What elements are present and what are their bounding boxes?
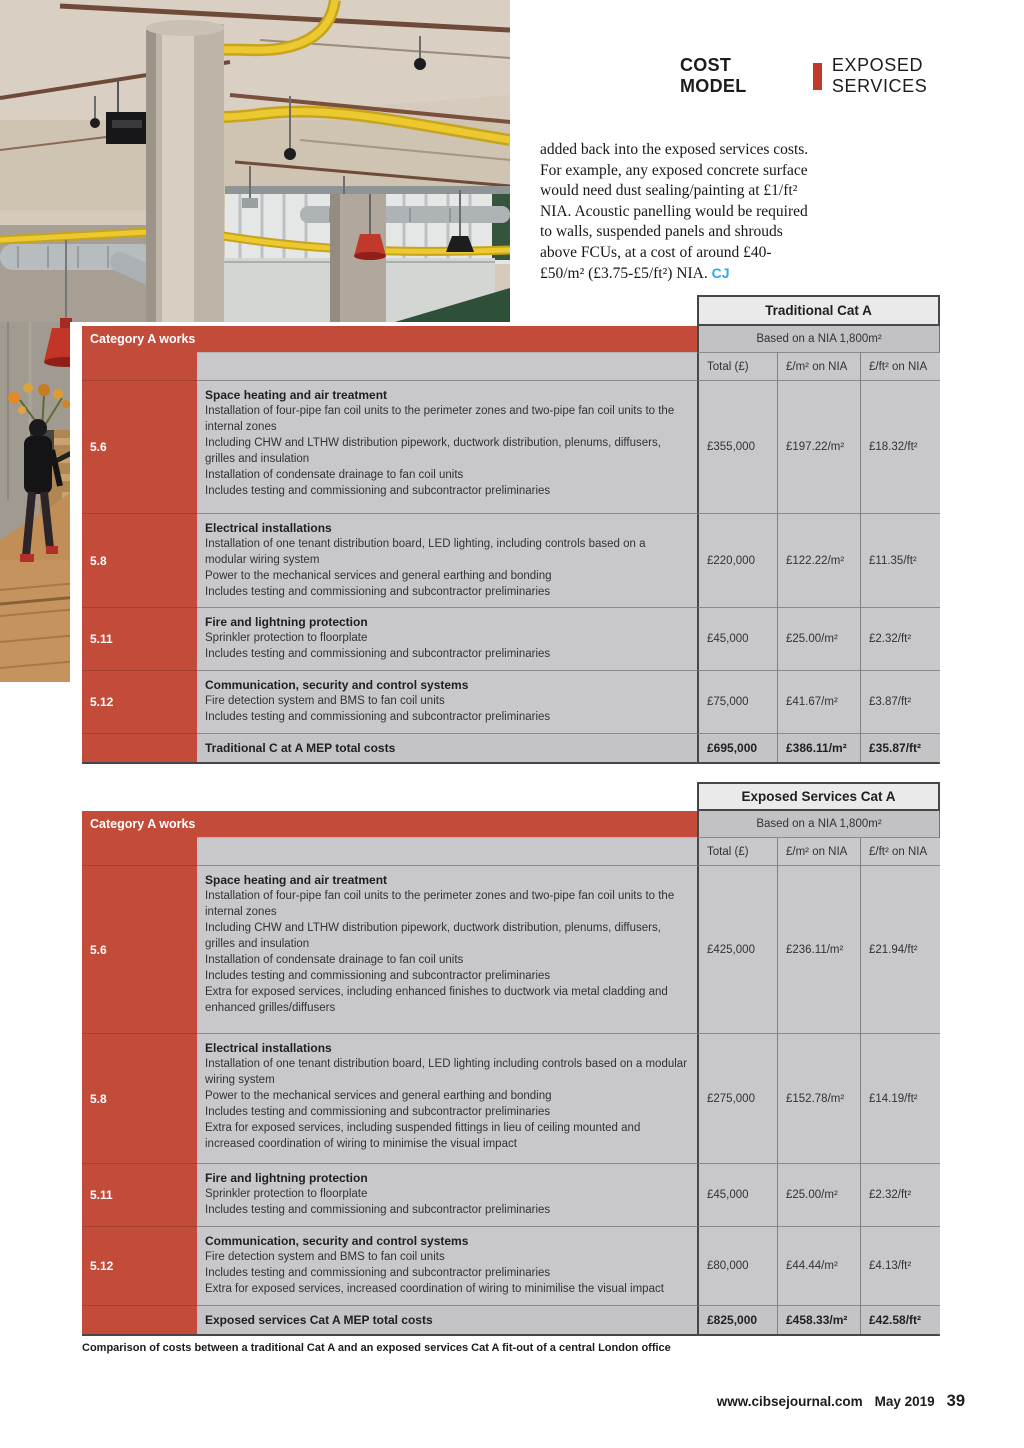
row-description [197, 513, 697, 607]
description-line: Power to the mechanical services and general earthing and bonding [205, 570, 552, 582]
total-row-label: Traditional C at A MEP total costs [197, 733, 697, 762]
table-title: Exposed Services Cat A [697, 782, 940, 811]
row-per-ft2: £11.35/ft² [860, 513, 940, 607]
description-line: Installation of four-pipe fan coil units to the perimeter zones and two-pipe fan coil units to the internal zones [205, 890, 675, 918]
row-total: £45,000 [697, 1163, 777, 1226]
description-line: Including CHW and LTHW distribution pipework, ductwork distribution, plenums, diffusers, grilles and insulation [205, 922, 661, 950]
row-total: £45,000 [697, 607, 777, 670]
row-ref: 5.6 [82, 380, 197, 513]
row-heading: Communication, security and control systems [205, 1234, 469, 1248]
page-number: 39 [946, 1392, 965, 1410]
row-total: £220,000 [697, 513, 777, 607]
row-total: £80,000 [697, 1226, 777, 1305]
total-row-label: Exposed services Cat A MEP total costs [197, 1305, 697, 1334]
total-row-ref [82, 733, 197, 762]
row-per-m2: £25.00/m² [777, 1163, 860, 1226]
row-total: £425,000 [697, 865, 777, 1033]
row-description [197, 380, 697, 513]
description-line: Includes testing and commissioning and subcontractor preliminaries [205, 1267, 551, 1279]
total-row-per-m2: £458.33/m² [777, 1305, 860, 1334]
per-m2-column-header: £/m² on NIA [777, 352, 860, 380]
table-caption: Comparison of costs between a traditional Cat A and an exposed services Cat A fit-out of a central London office [82, 1342, 671, 1354]
row-lines [205, 1249, 689, 1297]
category-a-works-header: Category A works [82, 326, 697, 352]
ref-column-header [82, 837, 197, 865]
description-line: Includes testing and commissioning and subcontractor preliminaries [205, 586, 551, 598]
row-total: £275,000 [697, 1033, 777, 1163]
row-ref: 5.12 [82, 670, 197, 733]
masthead [680, 55, 1024, 97]
intro-paragraph [540, 140, 812, 285]
row-ref: 5.8 [82, 1033, 197, 1163]
total-row-total: £825,000 [697, 1305, 777, 1334]
description-line: Installation of condensate drainage to fan coil units [205, 954, 464, 966]
description-line: Installation of one tenant distribution board, LED lighting, including controls based on a modular wiring system [205, 538, 646, 566]
description-line: Includes testing and commissioning and subcontractor preliminaries [205, 970, 551, 982]
intro-text: added back into the exposed services costs. For example, any exposed concrete surface would need dust sealing/painting at £1/ft² NIA. Acoustic panelling would be required to walls, suspended panels and shrouds above FCUs, at a cost of around £40-£50/m² (£3.75-£5/ft²) NIA. [540, 141, 809, 282]
row-per-ft2: £2.32/ft² [860, 607, 940, 670]
row-ref: 5.8 [82, 513, 197, 607]
row-per-ft2: £3.87/ft² [860, 670, 940, 733]
table-total-row [82, 733, 940, 764]
row-per-ft2: £21.94/ft² [860, 865, 940, 1033]
description-line: Extra for exposed services, including enhanced finishes to ductwork via metal cladding and enhanced grilles/diffusers [205, 986, 668, 1014]
row-description [197, 1226, 697, 1305]
row-lines [205, 1056, 689, 1152]
description-line: Including CHW and LTHW distribution pipework, ductwork distribution, plenums, diffusers, grilles and insulation [205, 437, 661, 465]
description-line: Installation of condensate drainage to fan coil units [205, 469, 464, 481]
row-ref: 5.11 [82, 1163, 197, 1226]
row-description [197, 670, 697, 733]
description-line: Includes testing and commissioning and subcontractor preliminaries [205, 1106, 551, 1118]
row-heading: Space heating and air treatment [205, 388, 388, 402]
description-line: Power to the mechanical services and general earthing and bonding [205, 1090, 552, 1102]
description-line: Sprinkler protection to floorplate [205, 632, 368, 644]
row-per-m2: £236.11/m² [777, 865, 860, 1033]
row-description [197, 865, 697, 1033]
row-per-ft2: £2.32/ft² [860, 1163, 940, 1226]
row-per-m2: £44.44/m² [777, 1226, 860, 1305]
table-row [82, 380, 940, 513]
nia-basis-label: Based on a NIA 1,800m² [697, 326, 940, 352]
article-end-mark: CJ [711, 265, 730, 281]
table-title: Traditional Cat A [697, 295, 940, 326]
description-column-header [197, 352, 697, 380]
row-heading: Space heating and air treatment [205, 873, 388, 887]
row-per-m2: £25.00/m² [777, 607, 860, 670]
row-lines [205, 1186, 689, 1218]
red-divider-bar [813, 63, 822, 90]
row-total: £355,000 [697, 380, 777, 513]
total-row-ref [82, 1305, 197, 1334]
total-column-header: Total (£) [697, 352, 777, 380]
total-column-header: Total (£) [697, 837, 777, 865]
row-description [197, 1163, 697, 1226]
description-line: Extra for exposed services, increased coordination of wiring to minimilise the visual impact [205, 1283, 664, 1295]
total-row-per-ft2: £42.58/ft² [860, 1305, 940, 1334]
row-per-ft2: £14.19/ft² [860, 1033, 940, 1163]
description-line: Sprinkler protection to floorplate [205, 1188, 368, 1200]
table-row [82, 1163, 940, 1226]
row-lines [205, 536, 689, 600]
total-row-per-ft2: £35.87/ft² [860, 733, 940, 762]
description-line: Includes testing and commissioning and subcontractor preliminaries [205, 711, 551, 723]
total-row-per-m2: £386.11/m² [777, 733, 860, 762]
section-label: COST MODEL [680, 55, 747, 96]
row-description [197, 607, 697, 670]
table-row [82, 607, 940, 670]
description-line: Includes testing and commissioning and subcontractor preliminaries [205, 1204, 551, 1216]
row-per-m2: £152.78/m² [777, 1033, 860, 1163]
description-line: Installation of one tenant distribution board, LED lighting including controls based on a modular wiring system [205, 1058, 688, 1086]
table-row [82, 513, 940, 607]
table-row [82, 1226, 940, 1305]
ref-column-header [82, 352, 197, 380]
per-ft2-column-header: £/ft² on NIA [860, 352, 940, 380]
window-head [225, 186, 510, 194]
topic-label: EXPOSED SERVICES [831, 55, 928, 96]
row-lines [205, 888, 689, 1016]
row-per-m2: £41.67/m² [777, 670, 860, 733]
description-line: Extra for exposed services, including suspended fittings in lieu of ceiling mounted and increased coordination of wiring to minimise the visual impact [205, 1122, 641, 1150]
traditional-cat-a-table [82, 295, 940, 764]
table-total-row [82, 1305, 940, 1336]
description-line: Fire detection system and BMS to fan coil units [205, 695, 445, 707]
row-ref: 5.12 [82, 1226, 197, 1305]
row-per-m2: £197.22/m² [777, 380, 860, 513]
row-ref: 5.11 [82, 607, 197, 670]
row-per-m2: £122.22/m² [777, 513, 860, 607]
row-lines [205, 630, 689, 662]
row-total: £75,000 [697, 670, 777, 733]
website-url: www.cibsejournal.com [716, 1394, 863, 1409]
description-line: Includes testing and commissioning and subcontractor preliminaries [205, 648, 551, 660]
nia-basis-label: Based on a NIA 1,800m² [697, 811, 940, 837]
table-row [82, 865, 940, 1033]
row-per-ft2: £4.13/ft² [860, 1226, 940, 1305]
row-ref: 5.6 [82, 865, 197, 1033]
row-description [197, 1033, 697, 1163]
exposed-services-cat-a-table [82, 782, 940, 1336]
per-ft2-column-header: £/ft² on NIA [860, 837, 940, 865]
row-lines [205, 403, 689, 499]
description-line: Includes testing and commissioning and subcontractor preliminaries [205, 485, 551, 497]
description-line: Installation of four-pipe fan coil units to the perimeter zones and two-pipe fan coil units to the internal zones [205, 405, 675, 433]
row-heading: Electrical installations [205, 1041, 332, 1055]
category-a-works-header: Category A works [82, 811, 697, 837]
table-row [82, 1033, 940, 1163]
row-heading: Electrical installations [205, 521, 332, 535]
row-per-ft2: £18.32/ft² [860, 380, 940, 513]
description-column-header [197, 837, 697, 865]
table-row [82, 670, 940, 733]
per-m2-column-header: £/m² on NIA [777, 837, 860, 865]
row-lines [205, 693, 689, 725]
concrete-column [146, 20, 224, 322]
issue-date: May 2019 [874, 1394, 935, 1409]
row-heading: Communication, security and control systems [205, 678, 469, 692]
row-heading: Fire and lightning protection [205, 1171, 368, 1185]
description-line: Fire detection system and BMS to fan coil units [205, 1251, 445, 1263]
page-footer [0, 1392, 965, 1411]
row-heading: Fire and lightning protection [205, 615, 368, 629]
total-row-total: £695,000 [697, 733, 777, 762]
